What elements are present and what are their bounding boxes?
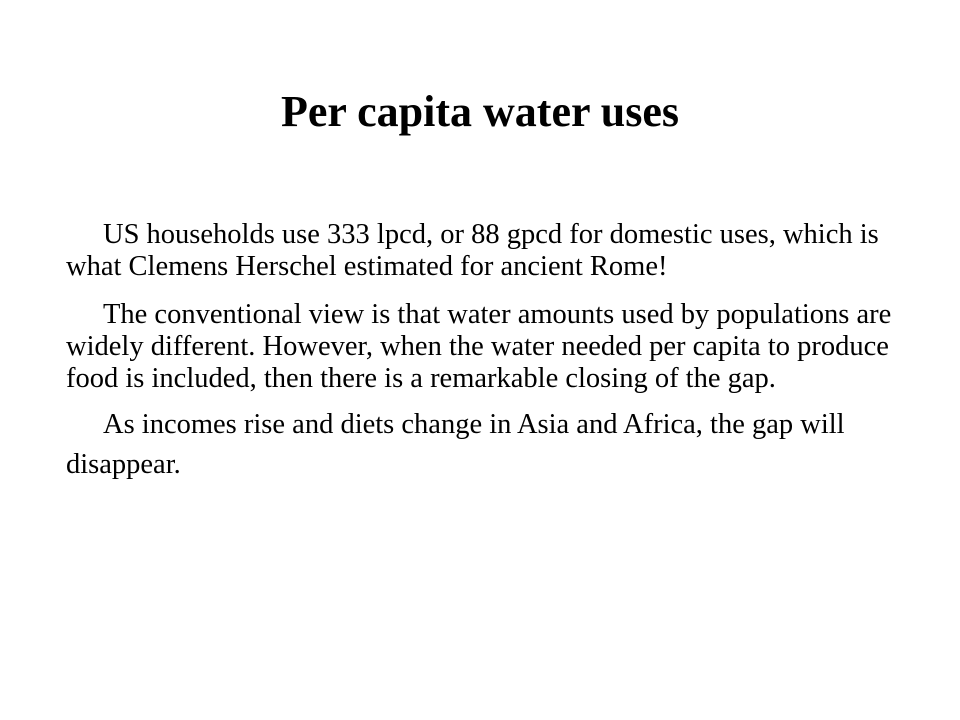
slide-title: Per capita water uses <box>281 87 679 136</box>
slide-body <box>66 219 896 501</box>
paragraph-household-use: US households use 333 lpcd, or 88 gpcd for domestic uses, which is what Clemens Herschel estimated for ancient Rome! <box>66 219 879 282</box>
paragraph-gap-disappear: As incomes rise and diets change in Asia and Africa, the gap will disappear. <box>66 409 845 480</box>
paragraph-conventional-view: The conventional view is that water amounts used by populations are widely different. However, when the water needed per capita to produce food is included, then there is a remarkable closing of the gap. <box>66 299 892 394</box>
